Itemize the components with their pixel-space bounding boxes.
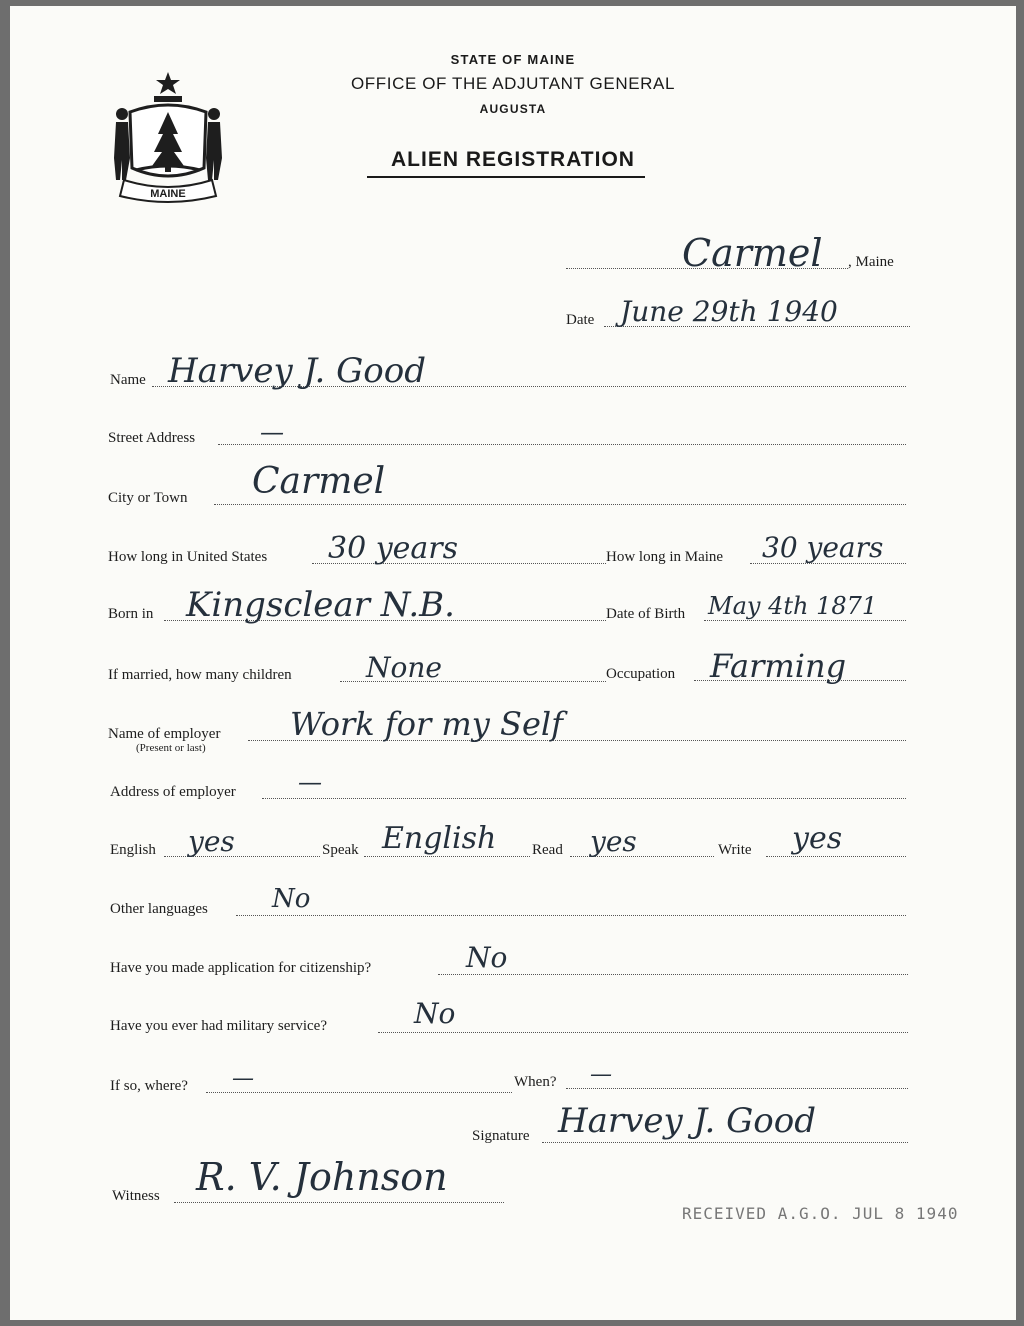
born-in-value: Kingsclear N.B. <box>186 585 455 625</box>
name-value: Harvey J. Good <box>168 351 426 391</box>
svg-text:MAINE: MAINE <box>150 188 186 200</box>
date-value: June 29th 1940 <box>620 295 838 328</box>
where-value: — <box>232 1066 254 1091</box>
witness-value: R. V. Johnson <box>196 1155 448 1199</box>
street-address-label: Street Address <box>108 430 196 446</box>
where-label: If so, where? <box>110 1078 188 1094</box>
employer-address-label: Address of employer <box>110 784 236 800</box>
citizenship-label: Have you made application for citizenship? <box>110 960 372 976</box>
city-or-town-line <box>214 504 906 505</box>
english-label: English <box>110 842 156 858</box>
how-long-maine-label: How long in Maine <box>606 549 724 565</box>
write-label: Write <box>718 842 752 858</box>
street-address-value: — <box>260 418 284 446</box>
other-languages-label: Other languages <box>110 901 208 917</box>
place-suffix: , Maine <box>848 254 894 270</box>
city-or-town-value: Carmel <box>252 461 386 502</box>
how-long-us-value: 30 years <box>328 531 459 566</box>
military-line <box>378 1032 908 1033</box>
military-label: Have you ever had military service? <box>110 1018 327 1034</box>
signature-line <box>542 1142 908 1143</box>
date-of-birth-value: May 4th 1871 <box>708 592 878 620</box>
title-underline <box>367 176 645 178</box>
english-value: yes <box>188 825 235 858</box>
name-label: Name <box>110 372 146 388</box>
header-office: OFFICE OF THE ADJUTANT GENERAL <box>350 74 676 93</box>
witness-label: Witness <box>112 1188 160 1204</box>
registration-form <box>10 6 1016 1320</box>
when-value: — <box>590 1062 612 1087</box>
children-label: If married, how many children <box>108 667 292 683</box>
speak-value: English <box>382 821 497 856</box>
read-value: yes <box>590 825 637 858</box>
employer-address-line <box>262 798 906 799</box>
header-city: AUGUSTA <box>479 102 547 116</box>
children-value: None <box>366 651 442 684</box>
when-label: When? <box>514 1074 557 1090</box>
other-languages-line <box>236 915 906 916</box>
place-value: Carmel <box>682 231 823 275</box>
signature-value: Harvey J. Good <box>558 1101 816 1141</box>
how-long-maine-value: 30 years <box>762 531 884 564</box>
street-address-line <box>218 444 906 445</box>
read-label: Read <box>532 842 563 858</box>
form-title: ALIEN REGISTRATION <box>391 148 635 171</box>
born-in-label: Born in <box>108 606 154 622</box>
date-of-birth-label: Date of Birth <box>606 606 686 622</box>
military-value: No <box>414 997 456 1030</box>
write-line <box>766 856 906 857</box>
employer-address-value: — <box>298 768 322 796</box>
where-line <box>206 1092 512 1093</box>
city-or-town-label: City or Town <box>108 490 188 506</box>
write-value: yes <box>792 821 843 856</box>
signature-label: Signature <box>472 1128 530 1144</box>
received-stamp: RECEIVED A.G.O. JUL 8 1940 <box>682 1204 959 1223</box>
occupation-value: Farming <box>710 647 847 685</box>
other-languages-value: No <box>272 884 311 914</box>
how-long-us-label: How long in United States <box>108 549 268 565</box>
employer-sublabel: (Present or last) <box>136 742 206 754</box>
date-of-birth-line <box>704 620 906 621</box>
citizenship-value: No <box>466 941 508 974</box>
date-label: Date <box>566 312 595 328</box>
witness-line <box>174 1202 504 1203</box>
employer-label: Name of employer <box>108 726 221 742</box>
occupation-label: Occupation <box>606 666 676 682</box>
citizenship-line <box>438 974 908 975</box>
employer-value: Work for my Self <box>290 705 563 743</box>
header-state: STATE OF MAINE <box>450 52 576 67</box>
speak-label: Speak <box>322 842 359 858</box>
speak-line <box>364 856 530 857</box>
when-line <box>566 1088 908 1089</box>
